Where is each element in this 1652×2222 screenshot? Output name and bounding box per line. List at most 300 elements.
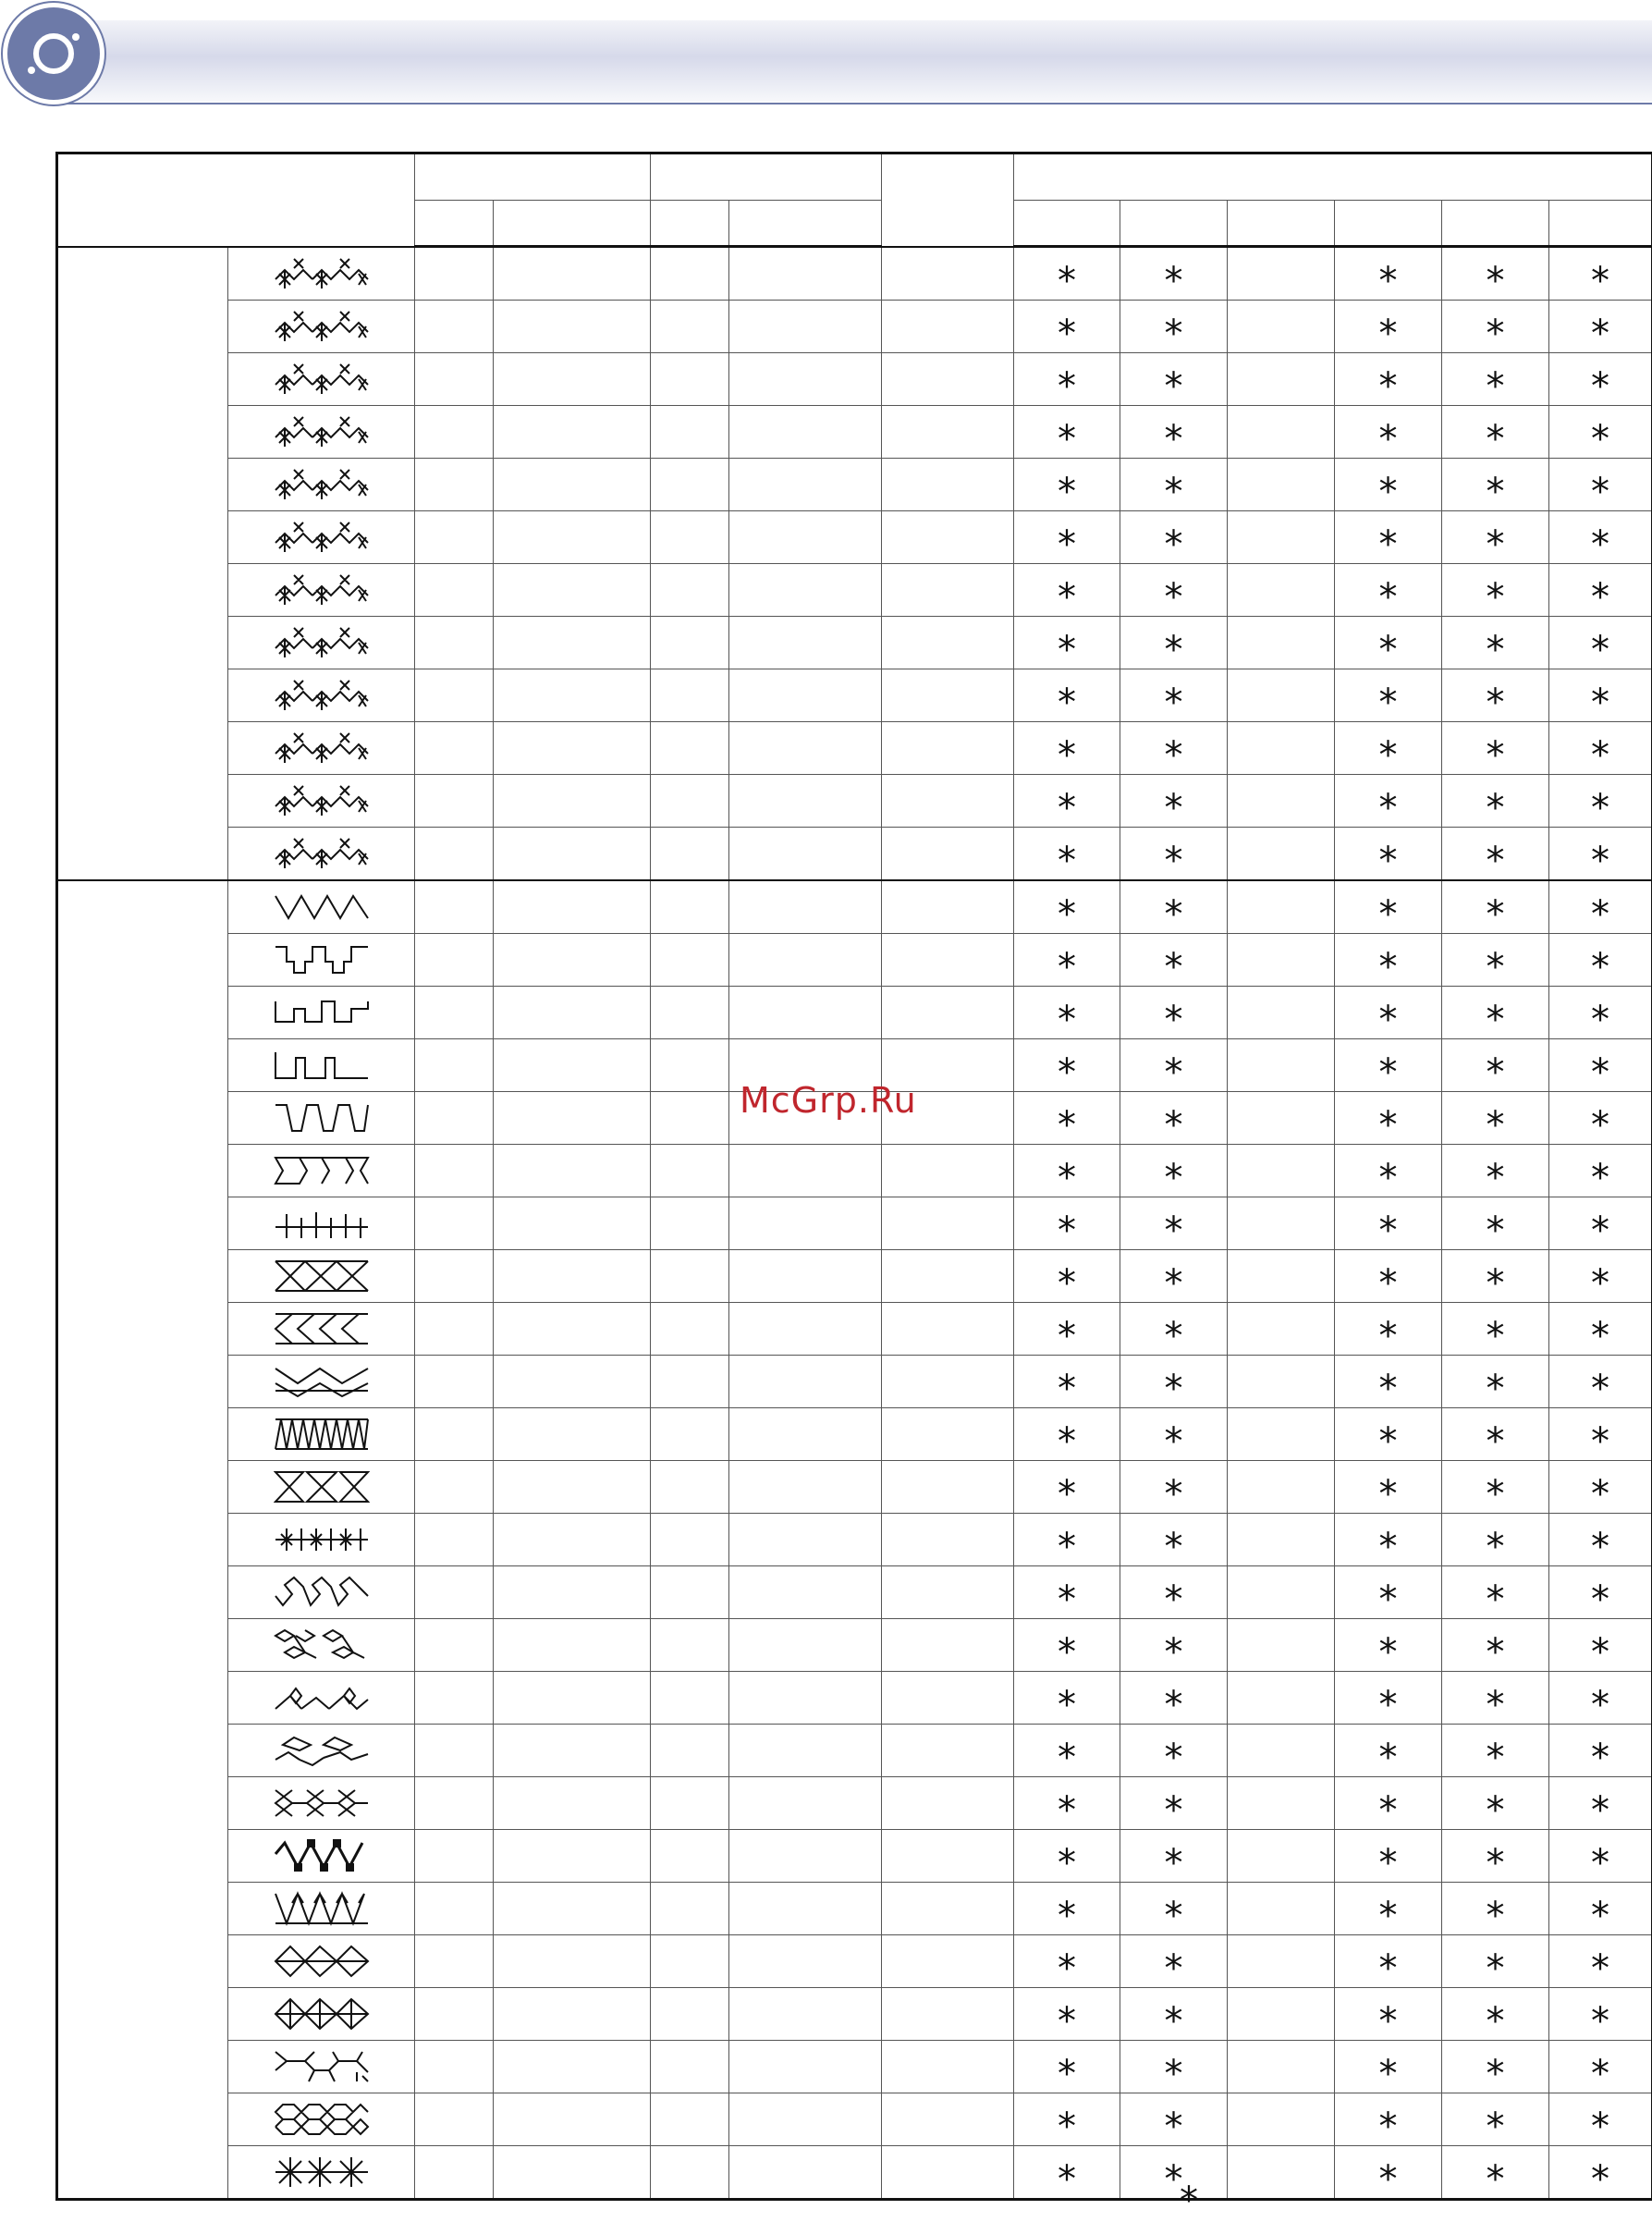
empty-cell xyxy=(729,775,882,828)
model-cell-1 xyxy=(1014,722,1120,775)
empty-cell xyxy=(882,459,1014,511)
empty-cell xyxy=(729,1197,882,1250)
asterisk-mark: * xyxy=(1487,1842,1505,1884)
asterisk-mark: * xyxy=(1165,523,1183,566)
asterisk-mark: * xyxy=(1487,313,1505,355)
empty-cell xyxy=(651,1250,729,1303)
arrow-stitch-pattern-icon xyxy=(228,1890,414,1927)
feather-stitch-pattern-icon xyxy=(228,1521,414,1558)
model-cell-4 xyxy=(1335,1356,1442,1408)
asterisk-mark: * xyxy=(1379,313,1398,355)
cross-stitch-pattern-icon xyxy=(228,308,414,345)
model-cell-2 xyxy=(1120,669,1228,722)
empty-cell xyxy=(415,775,494,828)
table-row xyxy=(57,2146,1652,2200)
cross-stitch-pattern-icon xyxy=(228,466,414,503)
empty-cell xyxy=(415,1566,494,1619)
leaf-stitch-pattern-icon xyxy=(228,1679,414,1716)
empty-cell xyxy=(494,1408,651,1461)
asterisk-mark: * xyxy=(1487,2158,1505,2201)
model-cell-2 xyxy=(1120,459,1228,511)
model-cell-4 xyxy=(1335,880,1442,934)
model-cell-3 xyxy=(1228,722,1335,775)
asterisk-mark: * xyxy=(1379,471,1398,513)
header-subcell xyxy=(494,201,651,247)
asterisk-mark: * xyxy=(1487,1526,1505,1568)
pattern-cell xyxy=(228,1514,415,1566)
empty-cell xyxy=(729,406,882,459)
asterisk-mark: * xyxy=(1058,471,1076,513)
model-cell-5 xyxy=(1442,1619,1549,1672)
asterisk-mark: * xyxy=(1379,1209,1398,1252)
model-cell-1 xyxy=(1014,617,1120,669)
model-cell-3 xyxy=(1228,1145,1335,1197)
empty-cell xyxy=(651,1988,729,2041)
empty-cell xyxy=(651,934,729,987)
model-cell-3 xyxy=(1228,1777,1335,1830)
table-row xyxy=(57,353,1652,406)
model-cell-4 xyxy=(1335,301,1442,353)
model-cell-6 xyxy=(1549,934,1652,987)
model-cell-2 xyxy=(1120,247,1228,301)
model-cell-6 xyxy=(1549,1303,1652,1356)
model-cell-3 xyxy=(1228,1935,1335,1988)
table-row xyxy=(57,1725,1652,1777)
empty-cell xyxy=(882,2041,1014,2093)
model-cell-5 xyxy=(1442,1566,1549,1619)
asterisk-mark: * xyxy=(1591,787,1609,829)
model-cell-2 xyxy=(1120,1303,1228,1356)
empty-cell xyxy=(651,2146,729,2200)
asterisk-mark: * xyxy=(1379,946,1398,988)
model-cell-6 xyxy=(1549,1250,1652,1303)
empty-cell xyxy=(651,722,729,775)
model-cell-4 xyxy=(1335,1461,1442,1514)
empty-cell xyxy=(882,564,1014,617)
empty-cell xyxy=(494,406,651,459)
cross-stitch-pattern-icon xyxy=(228,519,414,556)
model-cell-5 xyxy=(1442,564,1549,617)
asterisk-mark: * xyxy=(1379,787,1398,829)
empty-cell xyxy=(882,987,1014,1039)
asterisk-mark: * xyxy=(1058,1789,1076,1832)
pattern-cell xyxy=(228,1935,415,1988)
empty-cell xyxy=(651,775,729,828)
model-cell-4 xyxy=(1335,775,1442,828)
empty-cell xyxy=(415,2146,494,2200)
empty-cell xyxy=(651,617,729,669)
table-row xyxy=(57,1830,1652,1883)
asterisk-mark: * xyxy=(1487,999,1505,1041)
asterisk-mark: * xyxy=(1165,840,1183,882)
model-cell-1 xyxy=(1014,1092,1120,1145)
empty-cell xyxy=(494,1777,651,1830)
model-cell-5 xyxy=(1442,2041,1549,2093)
empty-cell xyxy=(651,564,729,617)
pattern-cell xyxy=(228,1883,415,1935)
asterisk-mark: * xyxy=(1591,1684,1609,1726)
model-cell-1 xyxy=(1014,1935,1120,1988)
model-cell-4 xyxy=(1335,1145,1442,1197)
model-cell-4 xyxy=(1335,1566,1442,1619)
model-cell-5 xyxy=(1442,1145,1549,1197)
model-cell-4 xyxy=(1335,722,1442,775)
asterisk-mark: * xyxy=(1165,893,1183,936)
pattern-cell xyxy=(228,1303,415,1356)
model-cell-4 xyxy=(1335,934,1442,987)
asterisk-mark: * xyxy=(1591,1209,1609,1252)
model-cell-5 xyxy=(1442,301,1549,353)
asterisk-mark: * xyxy=(1058,1420,1076,1463)
empty-cell xyxy=(494,353,651,406)
empty-cell xyxy=(494,617,651,669)
lattice-stitch-pattern-icon xyxy=(228,1258,414,1295)
empty-cell xyxy=(494,1619,651,1672)
pattern-cell xyxy=(228,1092,415,1145)
model-cell-1 xyxy=(1014,669,1120,722)
asterisk-mark: * xyxy=(1379,1526,1398,1568)
empty-cell xyxy=(651,406,729,459)
asterisk-mark: * xyxy=(1591,2053,1609,2095)
table-row xyxy=(57,722,1652,775)
header-cell-models xyxy=(1014,153,1652,201)
branch-stitch-pattern-icon xyxy=(228,2048,414,2085)
pattern-cell xyxy=(228,353,415,406)
empty-cell xyxy=(415,1303,494,1356)
empty-cell xyxy=(415,406,494,459)
model-cell-3 xyxy=(1228,353,1335,406)
empty-cell xyxy=(494,1197,651,1250)
empty-cell xyxy=(729,459,882,511)
pattern-cell xyxy=(228,1408,415,1461)
model-cell-1 xyxy=(1014,1461,1120,1514)
asterisk-mark: * xyxy=(1058,365,1076,408)
model-cell-2 xyxy=(1120,301,1228,353)
asterisk-mark: * xyxy=(1591,629,1609,671)
model-cell-4 xyxy=(1335,2146,1442,2200)
empty-cell xyxy=(415,1250,494,1303)
model-cell-2 xyxy=(1120,2093,1228,2146)
empty-cell xyxy=(651,247,729,301)
asterisk-mark: * xyxy=(1487,629,1505,671)
braid-stitch-pattern-icon xyxy=(228,1785,414,1822)
model-cell-6 xyxy=(1549,617,1652,669)
empty-cell xyxy=(415,1619,494,1672)
model-cell-3 xyxy=(1228,247,1335,301)
empty-cell xyxy=(729,1935,882,1988)
pattern-cell xyxy=(228,1566,415,1619)
blanket-stitch-pattern-icon xyxy=(228,1047,414,1084)
asterisk-mark: * xyxy=(1165,313,1183,355)
asterisk-mark: * xyxy=(1379,576,1398,619)
cross-stitch-pattern-icon xyxy=(228,361,414,398)
empty-cell xyxy=(729,1303,882,1356)
asterisk-mark: * xyxy=(1058,1368,1076,1410)
model-cell-2 xyxy=(1120,1935,1228,1988)
asterisk-mark: * xyxy=(1487,1104,1505,1147)
empty-cell xyxy=(882,2146,1014,2200)
pattern-cell xyxy=(228,1197,415,1250)
asterisk-mark: * xyxy=(1165,734,1183,777)
empty-cell xyxy=(651,1092,729,1145)
empty-cell xyxy=(415,1935,494,1988)
header-subcell xyxy=(729,201,882,247)
model-cell-1 xyxy=(1014,1777,1120,1830)
model-cell-2 xyxy=(1120,1725,1228,1777)
asterisk-mark: * xyxy=(1379,365,1398,408)
empty-cell xyxy=(494,1935,651,1988)
asterisk-mark: * xyxy=(1591,1420,1609,1463)
model-cell-4 xyxy=(1335,828,1442,881)
empty-cell xyxy=(494,934,651,987)
asterisk-mark: * xyxy=(1165,1947,1183,1990)
cross-stitch-pattern-icon xyxy=(228,835,414,872)
model-cell-2 xyxy=(1120,1619,1228,1672)
model-cell-5 xyxy=(1442,1883,1549,1935)
empty-cell xyxy=(651,459,729,511)
asterisk-mark: * xyxy=(1591,840,1609,882)
empty-cell xyxy=(729,1250,882,1303)
empty-cell xyxy=(729,301,882,353)
empty-cell xyxy=(415,722,494,775)
asterisk-mark: * xyxy=(1058,999,1076,1041)
model-cell-5 xyxy=(1442,775,1549,828)
model-cell-3 xyxy=(1228,934,1335,987)
asterisk-mark: * xyxy=(1591,365,1609,408)
asterisk-mark: * xyxy=(1591,946,1609,988)
model-cell-5 xyxy=(1442,1303,1549,1356)
empty-cell xyxy=(729,1356,882,1408)
asterisk-mark: * xyxy=(1165,1104,1183,1147)
empty-cell xyxy=(882,828,1014,881)
empty-cell xyxy=(651,1672,729,1725)
model-cell-1 xyxy=(1014,2041,1120,2093)
empty-cell xyxy=(415,1145,494,1197)
table-row xyxy=(57,1145,1652,1197)
model-cell-1 xyxy=(1014,934,1120,987)
empty-cell xyxy=(729,247,882,301)
empty-cell xyxy=(729,669,882,722)
table-row xyxy=(57,511,1652,564)
pattern-cell xyxy=(228,2146,415,2200)
pattern-cell xyxy=(228,987,415,1039)
empty-cell xyxy=(415,2093,494,2146)
pattern-cell xyxy=(228,1777,415,1830)
asterisk-mark: * xyxy=(1165,999,1183,1041)
empty-cell xyxy=(651,1777,729,1830)
model-cell-2 xyxy=(1120,1408,1228,1461)
model-cell-5 xyxy=(1442,1039,1549,1092)
table-row xyxy=(57,301,1652,353)
empty-cell xyxy=(882,1935,1014,1988)
header-subcell xyxy=(651,201,729,247)
header-cell-group-a xyxy=(415,153,651,201)
pattern-cell xyxy=(228,669,415,722)
asterisk-mark: * xyxy=(1058,576,1076,619)
empty-cell xyxy=(651,1039,729,1092)
model-cell-5 xyxy=(1442,669,1549,722)
asterisk-mark: * xyxy=(1058,2053,1076,2095)
asterisk-mark: * xyxy=(1379,418,1398,460)
empty-cell xyxy=(729,1461,882,1514)
table-row xyxy=(57,775,1652,828)
asterisk-mark: * xyxy=(1058,629,1076,671)
pattern-cell xyxy=(228,1356,415,1408)
cross-stitch-pattern-icon xyxy=(228,571,414,608)
header-cell-group-b xyxy=(651,153,882,201)
empty-cell xyxy=(494,722,651,775)
empty-cell xyxy=(882,511,1014,564)
diamond-chain-stitch-pattern-icon xyxy=(228,1627,414,1663)
empty-cell xyxy=(494,1250,651,1303)
asterisk-mark: * xyxy=(1591,418,1609,460)
model-cell-6 xyxy=(1549,2093,1652,2146)
model-cell-2 xyxy=(1120,934,1228,987)
arrowhead-stitch-pattern-icon xyxy=(228,1310,414,1347)
model-cell-1 xyxy=(1014,353,1120,406)
model-cell-2 xyxy=(1120,1461,1228,1514)
asterisk-mark: * xyxy=(1165,1420,1183,1463)
asterisk-mark: * xyxy=(1165,681,1183,724)
pattern-cell xyxy=(228,1250,415,1303)
model-cell-5 xyxy=(1442,1408,1549,1461)
empty-cell xyxy=(651,1725,729,1777)
model-cell-6 xyxy=(1549,1672,1652,1725)
model-cell-3 xyxy=(1228,2093,1335,2146)
stepped-stitch-pattern-icon xyxy=(228,941,414,978)
asterisk-mark: * xyxy=(1487,2053,1505,2095)
model-cell-6 xyxy=(1549,1777,1652,1830)
wave-band-stitch-pattern-icon xyxy=(228,1363,414,1400)
model-cell-2 xyxy=(1120,1777,1228,1830)
model-cell-2 xyxy=(1120,1830,1228,1883)
table-row xyxy=(57,828,1652,881)
pattern-cell xyxy=(228,301,415,353)
model-cell-4 xyxy=(1335,1092,1442,1145)
asterisk-mark: * xyxy=(1165,1789,1183,1832)
asterisk-mark: * xyxy=(1379,1420,1398,1463)
model-cell-5 xyxy=(1442,1514,1549,1566)
model-cell-4 xyxy=(1335,669,1442,722)
asterisk-mark: * xyxy=(1058,1104,1076,1147)
model-cell-3 xyxy=(1228,1566,1335,1619)
cross-stitch-pattern-icon xyxy=(228,730,414,767)
table-row xyxy=(57,1514,1652,1566)
asterisk-mark: * xyxy=(1165,1051,1183,1094)
table-row xyxy=(57,1408,1652,1461)
model-cell-6 xyxy=(1549,722,1652,775)
asterisk-mark: * xyxy=(1591,1315,1609,1357)
empty-cell xyxy=(494,775,651,828)
asterisk-mark: * xyxy=(1379,1895,1398,1937)
model-cell-5 xyxy=(1442,2146,1549,2200)
model-cell-5 xyxy=(1442,247,1549,301)
empty-cell xyxy=(882,301,1014,353)
empty-cell xyxy=(651,1566,729,1619)
empty-cell xyxy=(729,1725,882,1777)
empty-cell xyxy=(415,1777,494,1830)
empty-cell xyxy=(415,1461,494,1514)
model-cell-1 xyxy=(1014,775,1120,828)
asterisk-mark: * xyxy=(1165,787,1183,829)
table-row xyxy=(57,406,1652,459)
group-label-cell xyxy=(57,880,228,2200)
model-cell-6 xyxy=(1549,301,1652,353)
table-row xyxy=(57,1777,1652,1830)
model-cell-1 xyxy=(1014,301,1120,353)
asterisk-mark: * xyxy=(1058,787,1076,829)
asterisk-mark: * xyxy=(1487,1209,1505,1252)
model-cell-6 xyxy=(1549,1039,1652,1092)
dense-zigzag-stitch-pattern-icon xyxy=(228,1416,414,1453)
model-cell-6 xyxy=(1549,1830,1652,1883)
empty-cell xyxy=(729,564,882,617)
model-cell-1 xyxy=(1014,1672,1120,1725)
asterisk-mark: * xyxy=(1379,2105,1398,2148)
empty-cell xyxy=(494,1672,651,1725)
empty-cell xyxy=(494,1988,651,2041)
model-cell-4 xyxy=(1335,1725,1442,1777)
header-row-top xyxy=(57,153,1652,201)
header-subcell xyxy=(1014,201,1120,247)
asterisk-mark: * xyxy=(1591,734,1609,777)
empty-cell xyxy=(415,1988,494,2041)
empty-cell xyxy=(882,1988,1014,2041)
model-cell-4 xyxy=(1335,1672,1442,1725)
model-cell-1 xyxy=(1014,1883,1120,1935)
model-cell-6 xyxy=(1549,1197,1652,1250)
empty-cell xyxy=(729,722,882,775)
asterisk-mark: * xyxy=(1165,1578,1183,1621)
model-cell-3 xyxy=(1228,301,1335,353)
asterisk-mark: * xyxy=(1591,2105,1609,2148)
cross-stitch-pattern-icon xyxy=(228,413,414,450)
table-row xyxy=(57,1303,1652,1356)
asterisk-mark: * xyxy=(1165,1842,1183,1884)
asterisk-mark: * xyxy=(1487,840,1505,882)
model-cell-3 xyxy=(1228,1672,1335,1725)
model-cell-2 xyxy=(1120,1672,1228,1725)
model-cell-1 xyxy=(1014,247,1120,301)
empty-cell xyxy=(494,987,651,1039)
empty-cell xyxy=(729,1514,882,1566)
cross-stitch-pattern-icon xyxy=(228,782,414,819)
model-cell-6 xyxy=(1549,669,1652,722)
asterisk-mark: * xyxy=(1487,576,1505,619)
asterisk-mark: * xyxy=(1591,2000,1609,2043)
asterisk-mark: * xyxy=(1165,1262,1183,1305)
asterisk-mark: * xyxy=(1487,681,1505,724)
asterisk-mark: * xyxy=(1379,1947,1398,1990)
asterisk-mark: * xyxy=(1379,2000,1398,2043)
pattern-cell xyxy=(228,617,415,669)
model-cell-4 xyxy=(1335,511,1442,564)
asterisk-mark: * xyxy=(1058,1526,1076,1568)
model-cell-1 xyxy=(1014,1303,1120,1356)
scroll-stitch-pattern-icon xyxy=(228,1732,414,1769)
asterisk-mark: * xyxy=(1487,2000,1505,2043)
model-cell-1 xyxy=(1014,1250,1120,1303)
asterisk-mark: * xyxy=(1165,2105,1183,2148)
asterisk-mark: * xyxy=(1379,999,1398,1041)
empty-cell xyxy=(729,1566,882,1619)
model-cell-6 xyxy=(1549,1461,1652,1514)
model-cell-5 xyxy=(1442,1197,1549,1250)
empty-cell xyxy=(882,1619,1014,1672)
model-cell-5 xyxy=(1442,511,1549,564)
empty-cell xyxy=(415,301,494,353)
empty-cell xyxy=(494,1725,651,1777)
